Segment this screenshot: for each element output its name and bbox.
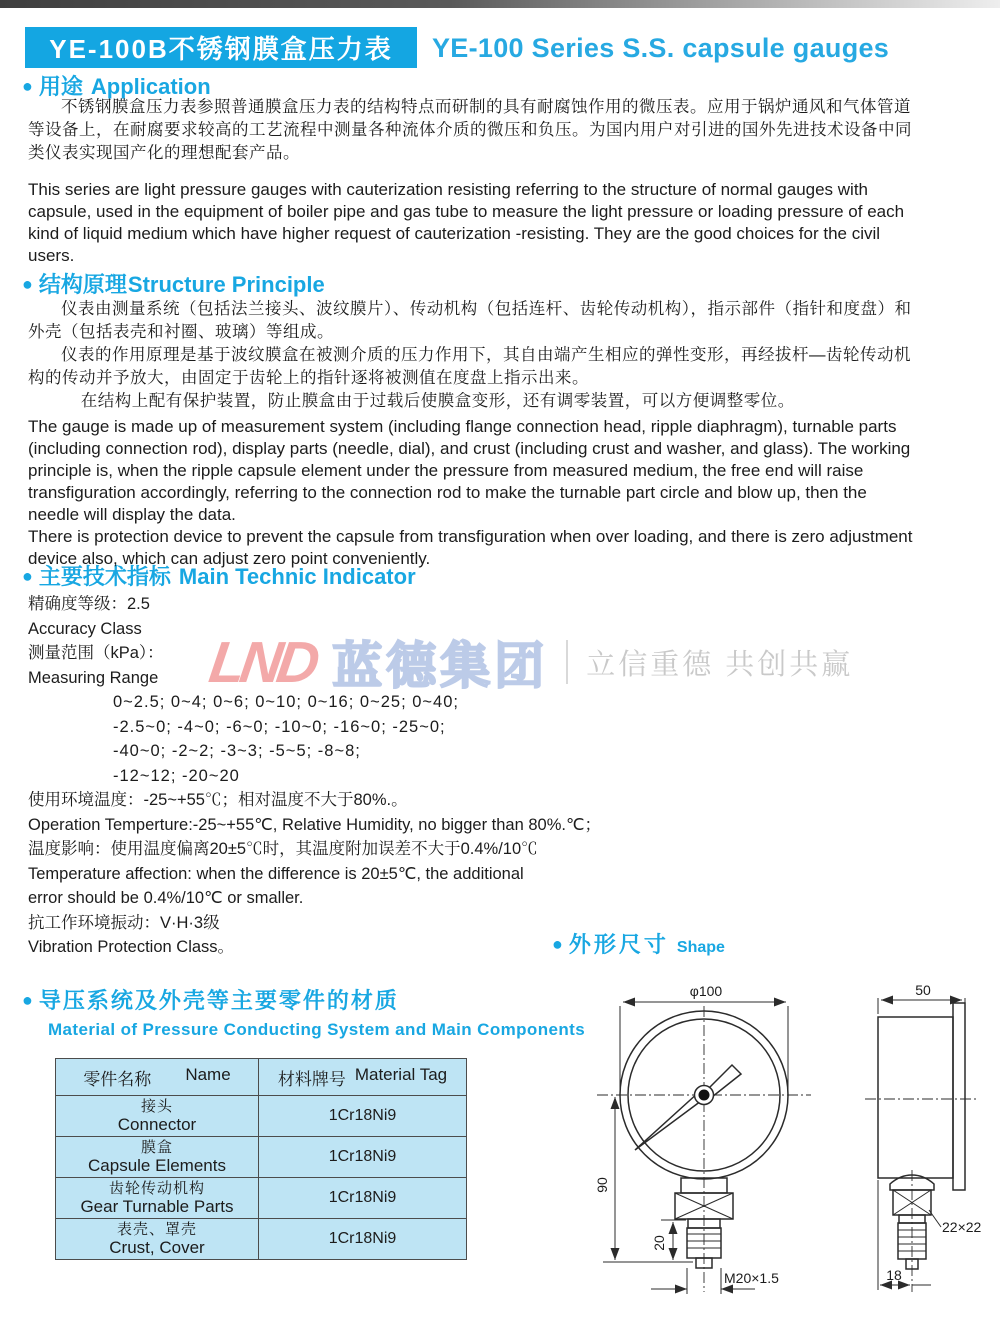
- heading-shape-en: Shape: [676, 939, 725, 956]
- dim-label-width: 50: [915, 982, 931, 998]
- table-row: [56, 1178, 467, 1219]
- scan-edge-strip: [0, 0, 1000, 8]
- material-tag-cell: 1Cr18Ni9: [259, 1219, 467, 1260]
- needle-hub-center: [699, 1090, 710, 1101]
- product-title-box: [25, 27, 417, 68]
- part-name-cell: [56, 1096, 259, 1137]
- structure-body-en: [28, 416, 916, 570]
- material-tag-cell: 1Cr18Ni9: [259, 1096, 467, 1137]
- indicator-line: Vibration Protection Class。: [28, 938, 235, 956]
- heading-indicator-en: Main Technic Indicator: [178, 564, 416, 589]
- indicator-line: Accuracy Class: [28, 619, 142, 638]
- table-row: [56, 1219, 467, 1260]
- material-tag-cell: 1Cr18Ni9: [259, 1137, 467, 1178]
- heading-application-cn: 用途: [38, 74, 83, 99]
- application-body-cn: [28, 96, 916, 165]
- section-heading-structure: [22, 268, 325, 299]
- indicator-line: Measuring Range: [28, 668, 159, 687]
- indicator-lines: [28, 592, 933, 960]
- indicator-line: 测量范围（kPa）：: [28, 644, 164, 662]
- paragraph: This series are light pressure gauges with cauterization resisting referring to the structure of normal gauges with capsule, used in the equipment of boiler pipe and gas tube to measure the light pressure or loading pressure of each kind of liquid medium which have higher request of cauterization -resisting. They are the good choices for the civil users.: [28, 180, 905, 265]
- part-name-en: Capsule Elements: [88, 1156, 226, 1175]
- measuring-range-line: -12~12; -20~20: [113, 766, 240, 785]
- dim-label-bottom: 18: [886, 1267, 902, 1283]
- heading-structure-en: Structure Principle: [127, 272, 325, 297]
- application-body-en: [28, 179, 918, 267]
- bullet-icon: ●: [22, 76, 33, 96]
- product-title-cn: YE-100B不锈钢膜盒压力表: [49, 34, 393, 64]
- material-table: [55, 1058, 467, 1260]
- part-name-cn: 膜盒: [140, 1139, 173, 1156]
- indicator-line: 抗工作环境振动：V·H·3级: [28, 913, 220, 932]
- material-subtitle-en: Material of Pressure Conducting System and Main Components: [48, 1020, 586, 1039]
- bullet-icon: ●: [22, 990, 33, 1010]
- paragraph: There is protection device to prevent the capsule from transfiguration when over loading, and there is zero adjustment device also, which can adjust zero point conveniently.: [28, 527, 913, 568]
- header-tag-en: Material Tag: [354, 1064, 448, 1084]
- watermark-logo: LND: [205, 629, 319, 695]
- paragraph: 在结构上配有保护装置，防止膜盒由于过载后使膜盒变形，还有调零装置，可以方便调整零位。: [80, 392, 795, 410]
- section-heading-material: [22, 984, 399, 1015]
- table-header-row: [56, 1059, 467, 1096]
- part-name-cn: 接头: [140, 1098, 173, 1115]
- heading-indicator-cn: 主要技术指标: [38, 564, 171, 589]
- dim-label-height: 90: [594, 1177, 610, 1193]
- indicator-line: Operation Temperture:-25~+55℃, Relative Humidity, no bigger than 80%.℃；: [28, 815, 601, 834]
- paragraph: The gauge is made up of measurement system (including flange connection head, ripple diaphragm), turnable parts (including connection rod), display parts (needle, dial), and crust (including crust and washer, and glass). The working principle is, when the ripple capsule element under the pressure from measured medium, the free end will raise transfiguration accordingly, referring to the connection rod to make the turnable part circle and blow up, then the needle will display the data.: [28, 417, 911, 524]
- paragraph: 不锈钢膜盒压力表参照普通膜盒压力表的结构特点而研制的具有耐腐蚀作用的微压表。应用于锅炉通风和气体管道等设备上，在耐腐要求较高的工艺流程中测量各种流体介质的微压和负压。为国内用户对引进的国外先进技术设备中同类仪表实现国产化的理想配套产品。: [28, 98, 912, 162]
- product-title-en: YE-100 Series S.S. capsule gauges: [432, 33, 890, 63]
- part-name-en: Gear Turnable Parts: [80, 1197, 234, 1216]
- indicator-line: error should be 0.4%/10℃ or smaller.: [28, 889, 304, 907]
- measuring-range-line: -40~0; -2~2; -3~3; -5~5; -8~8;: [113, 742, 361, 760]
- header-name-en: Name: [185, 1064, 231, 1084]
- header-name-cn: 零件名称: [83, 1069, 152, 1089]
- structure-body-cn: [28, 298, 916, 413]
- gauge-front-view-drawing: [593, 980, 833, 1315]
- table-header-name: [56, 1059, 259, 1096]
- dim-label-thread: M20×1.5: [724, 1270, 779, 1286]
- part-name-cell: [56, 1219, 259, 1260]
- bezel-flange-side: [953, 1003, 965, 1190]
- table-row: [56, 1137, 467, 1178]
- part-name-cn: 表壳、罩壳: [116, 1221, 197, 1238]
- paragraph: 仪表由测量系统（包括法兰接头、波纹膜片）、传动机构（包括连杆、齿轮传动机构），指示部件（指针和度盘）和外壳（包括表壳和衬圈、玻璃）等组成。: [28, 300, 912, 341]
- header-tag-cn: 材料牌号: [277, 1069, 346, 1089]
- heading-material-cn: 导压系统及外壳等主要零件的材质: [38, 988, 399, 1013]
- gauge-side-view-drawing: [843, 980, 998, 1315]
- heading-structure-cn: 结构原理: [38, 272, 127, 297]
- indicator-line: 温度影响：使用温度偏离20±5℃时，其温度附加误差不大于0.4%/10℃: [28, 840, 538, 858]
- watermark-company: 蓝德集团: [332, 638, 549, 694]
- heading-shape-cn: 外形尺寸: [568, 932, 669, 957]
- bullet-icon: ●: [552, 934, 563, 954]
- table-header-tag: [259, 1059, 467, 1096]
- dim-label-stem-length: 20: [651, 1235, 667, 1251]
- bullet-icon: ●: [22, 274, 33, 294]
- part-name-cell: [56, 1137, 259, 1178]
- measuring-range-line: -2.5~0; -4~0; -6~0; -10~0; -16~0; -25~0;: [113, 717, 446, 736]
- indicator-line: 使用环境温度：-25~+55℃；相对温度不大于80%.。: [28, 791, 408, 809]
- gauge-needle: [635, 1092, 705, 1150]
- part-name-en: Connector: [117, 1115, 197, 1134]
- case-body-side: [878, 1017, 953, 1178]
- measuring-range-line: 0~2.5; 0~4; 0~6; 0~10; 0~16; 0~25; 0~40;: [113, 693, 459, 711]
- indicator-line: 精确度等级：2.5: [28, 595, 150, 613]
- bullet-icon: ●: [22, 566, 33, 586]
- part-name-en: Crust, Cover: [109, 1238, 205, 1257]
- table-row: [56, 1096, 467, 1137]
- indicator-line: Temperature affection: when the difference is 20±5℃, the additional: [28, 864, 524, 883]
- part-name-cn: 齿轮传动机构: [108, 1180, 205, 1197]
- dim-label-diameter: φ100: [689, 983, 723, 999]
- paragraph: 仪表的作用原理是基于波纹膜盒在被测介质的压力作用下，其自由端产生相应的弹性变形，再经拔杆—齿轮传动机构的传动并予放大，由固定于齿轮上的指针逐将被测值在度盘上指示出来。: [28, 346, 911, 387]
- material-tag-cell: 1Cr18Ni9: [259, 1178, 467, 1219]
- heading-application-en: Application: [90, 74, 211, 99]
- part-name-cell: [56, 1178, 259, 1219]
- watermark-slogan: 立信重德 共创共赢: [586, 648, 854, 681]
- dim-label-square: 22×22: [942, 1219, 982, 1235]
